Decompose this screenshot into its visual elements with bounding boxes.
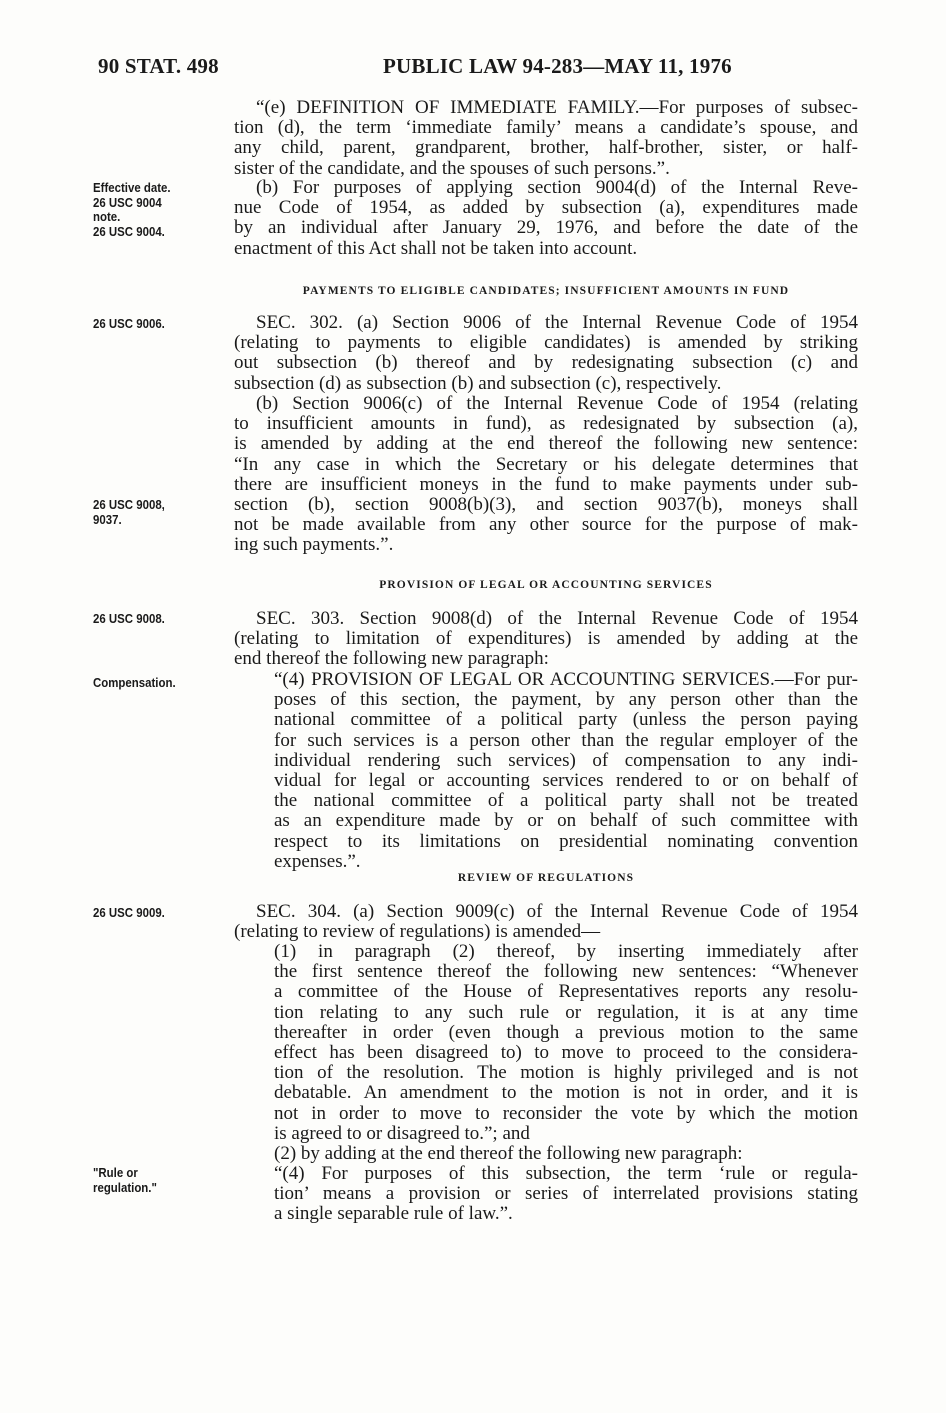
section-303 <box>234 609 858 670</box>
text-line: a committee of the House of Representatives reports any resolu- <box>274 981 858 1003</box>
text-line: (b) For purposes of applying section 9004(d) of the Internal Reve- <box>256 177 858 198</box>
section-303-paragraph-4 <box>234 670 858 872</box>
text-line: nue Code of 1954, as added by subsection (a), expenditures made <box>234 197 858 219</box>
text-line: effect has been disagreed to) to move to proceed to the considera- <box>274 1041 858 1063</box>
text-line: section (b), section 9008(b)(3), and section 9037(b), moneys shall <box>234 493 858 515</box>
note-line: 26 USC 9004. <box>93 223 165 239</box>
section-304-clause-1 <box>234 942 858 1144</box>
text-line: “(4) PROVISION OF LEGAL OR ACCOUNTING SERVICES.—For pur- <box>274 669 858 690</box>
paragraph-e-immediate-family <box>234 98 858 179</box>
section-304-paragraph-4 <box>234 1164 858 1225</box>
text-line: “(4) For purposes of this subsection, the term ‘rule or regula- <box>274 1163 858 1184</box>
text-line: SEC. 302. (a) Section 9006 of the Internal Revenue Code of 1954 <box>256 312 858 333</box>
text-line: to insufficient amounts in fund), as redesignated by subsection (a), <box>234 413 858 435</box>
margin-note-effective-date <box>93 181 171 239</box>
text-line: the national committee of a political party shall not be treated <box>274 790 858 812</box>
text-line: vidual for legal or accounting services rendered to or on behalf of <box>274 769 858 791</box>
text-line: (2) by adding at the end thereof the following new paragraph: <box>274 1143 743 1164</box>
text-line: “(e) DEFINITION OF IMMEDIATE FAMILY.—For purposes of subsec- <box>256 97 858 118</box>
text-line: “In any case in which the Secretary or his delegate determines that <box>234 453 858 475</box>
note-line: 26 USC 9004 <box>93 194 162 210</box>
text-line: (relating to review of regulations) is amended— <box>234 921 601 943</box>
text-line: tion of the resolution. The motion is highly privileged and is not <box>274 1062 858 1084</box>
margin-note-usc-9008-9037 <box>93 498 165 527</box>
text-line: the first sentence thereof the following new sentences: “Whenever <box>274 961 858 983</box>
text-line: (relating to payments to eligible candidates) is amended by striking <box>234 332 858 354</box>
note-line: 9037. <box>93 511 122 527</box>
text-line: poses of this section, the payment, by any person other than the <box>274 689 858 711</box>
text-line: not be made available from any other source for the purpose of mak- <box>234 514 858 536</box>
text-line: debatable. An amendment to the motion is not in order, and it is <box>274 1082 858 1104</box>
margin-note-rule-or-regulation <box>93 1166 157 1195</box>
text-line: ing such payments.”. <box>234 534 394 556</box>
text-line: end thereof the following new paragraph: <box>234 648 549 670</box>
text-line: by an individual after January 29, 1976, and before the date of the <box>234 217 858 239</box>
text-line: SEC. 304. (a) Section 9009(c) of the Internal Revenue Code of 1954 <box>256 901 858 922</box>
text-line: enactment of this Act shall not be taken into account. <box>234 237 638 259</box>
text-line: national committee of a political party (unless the person paying <box>274 709 858 731</box>
text-line: tion (d), the term ‘immediate family’ means a candidate’s spouse, and <box>234 117 858 139</box>
note-line: Effective date. <box>93 180 171 195</box>
note-line: "Rule or <box>93 1165 138 1180</box>
text-line: thereafter in order (even though a previous motion to the same <box>274 1021 858 1043</box>
text-line: is amended by adding at the end thereof the following new sentence: <box>234 433 858 455</box>
note-line: regulation." <box>93 1179 157 1195</box>
text-line: (b) Section 9006(c) of the Internal Revenue Code of 1954 (relating <box>256 393 858 414</box>
section-304-clause-2 <box>234 1144 858 1164</box>
text-line: not in order to move to reconsider the vote by which the motion <box>274 1102 858 1124</box>
section-302-a <box>234 313 858 394</box>
text-line: tion relating to any such rule or regulation, it is at any time <box>274 1001 858 1023</box>
section-304 <box>234 902 858 942</box>
law-title: PUBLIC LAW 94-283—MAY 11, 1976 <box>383 54 732 78</box>
text-line: there are insufficient moneys in the fund to make payments under sub- <box>234 473 858 495</box>
text-line: SEC. 303. Section 9008(d) of the Internal Revenue Code of 1954 <box>256 608 858 629</box>
text-line: (1) in paragraph (2) thereof, by inserting immediately after <box>274 941 858 962</box>
text-line: respect to its limitations on presidential nominating convention <box>274 830 858 852</box>
text-line: any child, parent, grandparent, brother, half-brother, sister, or half- <box>234 137 858 159</box>
heading-review-regulations: REVIEW OF REGULATIONS <box>457 872 635 884</box>
text-line: (relating to limitation of expenditures) is amended by adding at the <box>234 628 858 650</box>
stat-page-number: 90 STAT. 498 <box>98 54 219 78</box>
heading-legal-services: PROVISION OF LEGAL OR ACCOUNTING SERVICES <box>379 579 713 591</box>
paragraph-b-effective-date <box>234 178 858 259</box>
text-line: for such services is a person other than the regular employer of the <box>274 729 858 751</box>
text-line: sister of the candidate, and the spouses of such persons.”. <box>234 157 670 179</box>
text-line: as an expenditure made by or on behalf of such committee with <box>274 810 858 832</box>
text-line: is agreed to or disagreed to.”; and <box>274 1122 530 1144</box>
heading-payments: PAYMENTS TO ELIGIBLE CANDIDATES; INSUFFICIENT AMOUNTS IN FUND <box>302 285 790 297</box>
text-line: a single separable rule of law.”. <box>274 1203 513 1225</box>
note-line: note. <box>93 209 121 224</box>
margin-note-usc-9008: 26 USC 9008. <box>93 611 165 626</box>
text-line: tion’ means a provision or series of interrelated provisions stating <box>274 1183 858 1205</box>
text-line: subsection (d) as subsection (b) and subsection (c), respectively. <box>234 372 722 394</box>
margin-note-usc-9006: 26 USC 9006. <box>93 316 165 331</box>
text-line: out subsection (b) thereof and by redesignating subsection (c) and <box>234 352 858 374</box>
note-line: 26 USC 9008, <box>93 497 165 512</box>
section-302-b <box>234 394 858 556</box>
text-line: expenses.”. <box>274 850 361 872</box>
margin-note-usc-9009: 26 USC 9009. <box>93 905 165 920</box>
margin-note-compensation: Compensation. <box>93 675 176 690</box>
text-line: individual rendering such services) of compensation to any indi- <box>274 749 858 771</box>
